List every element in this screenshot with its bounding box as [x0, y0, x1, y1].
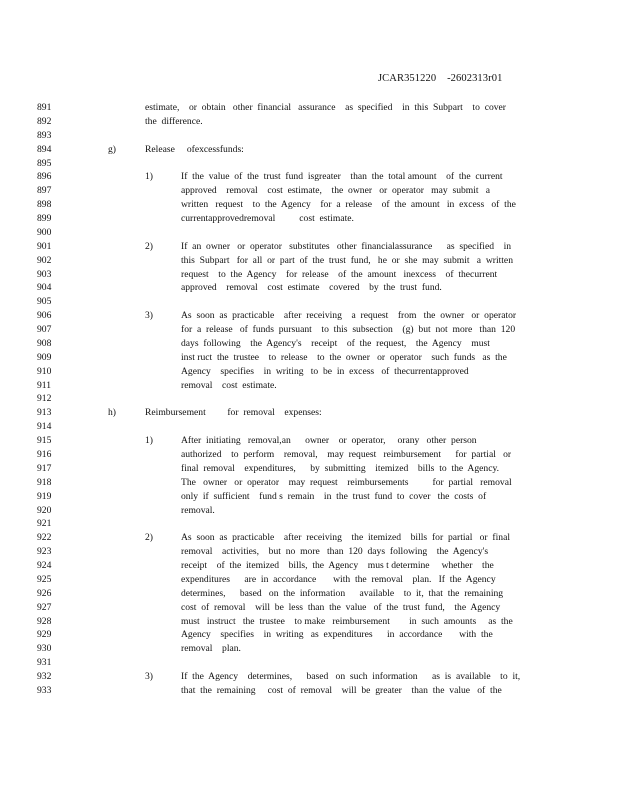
line-number: 921 — [37, 518, 52, 530]
line-number: 929 — [37, 629, 52, 641]
line-text: removal. — [181, 504, 215, 516]
line-text: Agency specifies in writing as expenditures in accordance with the — [181, 629, 493, 641]
line-number: 924 — [37, 560, 52, 572]
line-text: Agency specifies in writing to be in excess of thecurrentapproved — [181, 365, 469, 377]
line-text: for a release of funds pursuant to this subsection (g) but not more than 120 — [181, 324, 516, 336]
line-number: 904 — [37, 282, 52, 294]
line-number: 915 — [37, 435, 52, 447]
line-text: must instruct the trustee to make reimbursement in such amounts as the — [181, 615, 513, 627]
line-text: The owner or operator may request reimbursements for partial removal — [181, 476, 512, 488]
line-number: 931 — [37, 657, 52, 669]
line-number: 910 — [37, 365, 52, 377]
line-number: 926 — [37, 587, 52, 599]
line-text: Release ofexcessfunds: — [145, 143, 244, 155]
line-number: 902 — [37, 254, 52, 266]
line-number: 901 — [37, 240, 52, 252]
line-text: Reimbursement for removal expenses: — [145, 407, 322, 419]
line-number: 911 — [37, 379, 52, 391]
line-number: 927 — [37, 601, 52, 613]
line-text: expenditures are in accordance with the removal plan. If the Agency — [181, 573, 496, 585]
line-number: 933 — [37, 684, 52, 696]
line-text: the difference. — [145, 115, 203, 127]
line-text: this Subpart for all or part of the trust fund, he or she may submit a written — [181, 254, 513, 266]
line-number: 895 — [37, 157, 52, 169]
item-label: 1) — [145, 435, 153, 447]
line-text: After initiating removal,an owner or operator, orany other person — [181, 435, 477, 447]
item-label: g) — [108, 143, 116, 155]
line-number: 893 — [37, 129, 52, 141]
line-text: approved removal cost estimate, the owner or operator may submit a — [181, 185, 491, 197]
line-text: receipt of the itemized bills, the Agency mus t determine whether the — [181, 560, 494, 572]
line-text: estimate, or obtain other financial assurance as specified in this Subpart to cover — [145, 102, 506, 113]
line-number: 898 — [37, 199, 52, 211]
line-number: 896 — [37, 171, 52, 183]
line-number: 916 — [37, 449, 52, 460]
line-number: 923 — [37, 546, 52, 558]
line-text: As soon as practicable after receiving a request from the owner or operator — [181, 310, 517, 322]
line-number: 932 — [37, 671, 52, 683]
item-label: 2) — [145, 240, 153, 252]
line-number: 913 — [37, 407, 52, 419]
line-number: 900 — [37, 226, 52, 238]
line-text: inst ruct the trustee to release to the owner or operator such funds as the — [181, 351, 507, 363]
line-text: authorized to perform removal, may request reimbursement for partial or — [181, 449, 512, 460]
line-number: 891 — [37, 102, 52, 113]
line-number: 908 — [37, 337, 52, 349]
document-id-header: JCAR351220 -2602313r01 — [378, 73, 503, 84]
line-number: 922 — [37, 532, 52, 544]
item-label: 3) — [145, 671, 153, 683]
line-text: If the Agency determines, based on such information as is available to it, — [181, 671, 521, 683]
line-text: cost of removal will be less than the value of the trust fund, the Agency — [181, 601, 501, 613]
line-number: 903 — [37, 268, 52, 280]
line-number: 919 — [37, 490, 52, 502]
line-number: 899 — [37, 213, 52, 225]
line-text: If the value of the trust fund isgreater than the total amount of the current — [181, 171, 503, 183]
line-number: 906 — [37, 310, 52, 322]
line-text: final removal expenditures, by submitting itemized bills to the Agency. — [181, 462, 500, 474]
line-text: removal cost estimate. — [181, 379, 277, 391]
line-text: that the remaining cost of removal will be greater than the value of the — [181, 684, 502, 696]
item-label: 1) — [145, 171, 153, 183]
line-number: 925 — [37, 573, 52, 585]
line-text: removal activities, but no more than 120 days following the Agency's — [181, 546, 489, 558]
line-text: If an owner or operator substitutes other financialassurance as specified in — [181, 240, 512, 252]
line-text: As soon as practicable after receiving the itemized bills for partial or final — [181, 532, 511, 544]
line-number: 917 — [37, 462, 52, 474]
line-number: 894 — [37, 143, 52, 155]
line-text: written request to the Agency for a release of the amount in excess of the — [181, 199, 516, 211]
line-number: 928 — [37, 615, 52, 627]
line-number: 914 — [37, 421, 52, 433]
line-number: 897 — [37, 185, 52, 197]
item-label: 2) — [145, 532, 153, 544]
line-text: determines, based on the information available to it, that the remaining — [181, 587, 504, 599]
item-label: h) — [108, 407, 116, 419]
line-number: 930 — [37, 643, 52, 655]
line-number: 909 — [37, 351, 52, 363]
line-number: 912 — [37, 393, 52, 405]
line-number: 905 — [37, 296, 52, 308]
line-text: request to the Agency for release of the amount inexcess of thecurrent — [181, 268, 498, 280]
line-text: only if sufficient fund s remain in the trust fund to cover the costs of — [181, 490, 487, 502]
line-text: currentapprovedremoval cost estimate. — [181, 213, 354, 225]
line-number: 918 — [37, 476, 52, 488]
line-number: 907 — [37, 324, 52, 336]
line-text: removal plan. — [181, 643, 241, 655]
line-text: approved removal cost estimate covered by the trust fund. — [181, 282, 442, 294]
line-text: days following the Agency's receipt of the request, the Agency must — [181, 337, 490, 349]
item-label: 3) — [145, 310, 153, 322]
line-number: 892 — [37, 115, 52, 127]
line-number: 920 — [37, 504, 52, 516]
